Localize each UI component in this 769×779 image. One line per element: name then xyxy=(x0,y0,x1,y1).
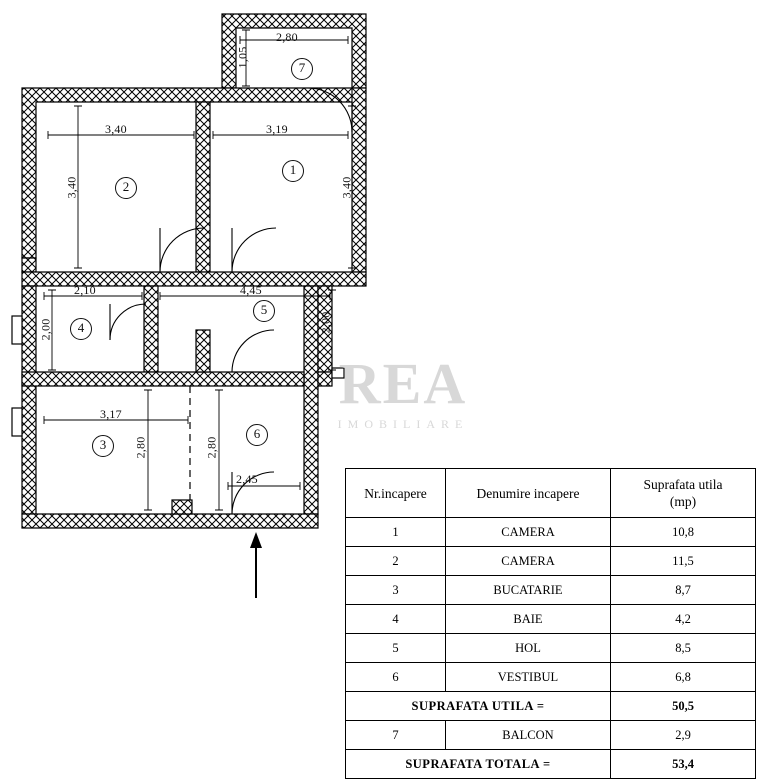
dimension-label: 4,45 xyxy=(240,283,262,297)
row-name: BALCON xyxy=(446,721,611,750)
dimension-label: 2,45 xyxy=(236,472,258,486)
walls-group xyxy=(12,14,366,528)
header-area-line2: (mp) xyxy=(669,494,697,509)
entrance-arrow xyxy=(250,532,262,598)
dimension-label: 2,80 xyxy=(276,30,298,44)
row-area: 8,7 xyxy=(611,576,756,605)
dimension-label: 3,19 xyxy=(266,122,288,136)
row-area: 6,8 xyxy=(611,663,756,692)
total-label: SUPRAFATA TOTALA = xyxy=(346,750,611,779)
table-row xyxy=(346,547,756,576)
row-area: 10,8 xyxy=(611,518,756,547)
row-nr: 6 xyxy=(346,663,446,692)
watermark-subtitle: IMOBILIARE xyxy=(337,417,469,431)
subtotal-value: 50,5 xyxy=(611,692,756,721)
table-row xyxy=(346,576,756,605)
total-row xyxy=(346,750,756,779)
room-marker-2: 2 xyxy=(115,177,137,199)
dimension-label: 3,40 xyxy=(339,176,354,199)
row-name: VESTIBUL xyxy=(446,663,611,692)
table-row xyxy=(346,518,756,547)
dimension-label: 3,40 xyxy=(105,122,127,136)
dimension-label: 2,80 xyxy=(204,436,219,459)
room-marker-4: 4 xyxy=(70,318,92,340)
room-marker-5: 5 xyxy=(253,300,275,322)
dimension-label: 2,80 xyxy=(133,436,148,459)
row-area: 8,5 xyxy=(611,634,756,663)
row-nr: 1 xyxy=(346,518,446,547)
row-area: 11,5 xyxy=(611,547,756,576)
table-header-row xyxy=(346,469,756,518)
row-name: HOL xyxy=(446,634,611,663)
dimension-label: 2,10 xyxy=(74,283,96,297)
dimension-label: 2,00 xyxy=(318,311,333,334)
table-row xyxy=(346,634,756,663)
dimension-label: 3,17 xyxy=(100,407,122,421)
header-nr: Nr.incapere xyxy=(346,469,446,518)
room-marker-7: 7 xyxy=(291,58,313,80)
subtotal-row xyxy=(346,692,756,721)
row-area: 4,2 xyxy=(611,605,756,634)
room-marker-1: 1 xyxy=(282,160,304,182)
row-nr: 7 xyxy=(346,721,446,750)
table-row xyxy=(346,721,756,750)
header-name: Denumire incapere xyxy=(446,469,611,518)
row-name: BUCATARIE xyxy=(446,576,611,605)
row-name: BAIE xyxy=(446,605,611,634)
row-name: CAMERA xyxy=(446,547,611,576)
total-value: 53,4 xyxy=(611,750,756,779)
row-nr: 4 xyxy=(346,605,446,634)
dimension-label: 2,00 xyxy=(38,318,53,341)
room-marker-6: 6 xyxy=(246,424,268,446)
dimension-label: 1,05 xyxy=(235,46,250,69)
subtotal-label: SUPRAFATA UTILA = xyxy=(346,692,611,721)
header-area-line1: Suprafata utila xyxy=(643,477,723,492)
row-name: CAMERA xyxy=(446,518,611,547)
header-area xyxy=(611,469,756,518)
row-nr: 2 xyxy=(346,547,446,576)
row-nr: 5 xyxy=(346,634,446,663)
watermark-logo-text: REA xyxy=(338,351,468,416)
room-schedule-table xyxy=(345,468,755,779)
room-marker-3: 3 xyxy=(92,435,114,457)
row-area: 2,9 xyxy=(611,721,756,750)
table-row xyxy=(346,605,756,634)
dimension-label: 3,40 xyxy=(64,176,79,199)
row-nr: 3 xyxy=(346,576,446,605)
table-row xyxy=(346,663,756,692)
